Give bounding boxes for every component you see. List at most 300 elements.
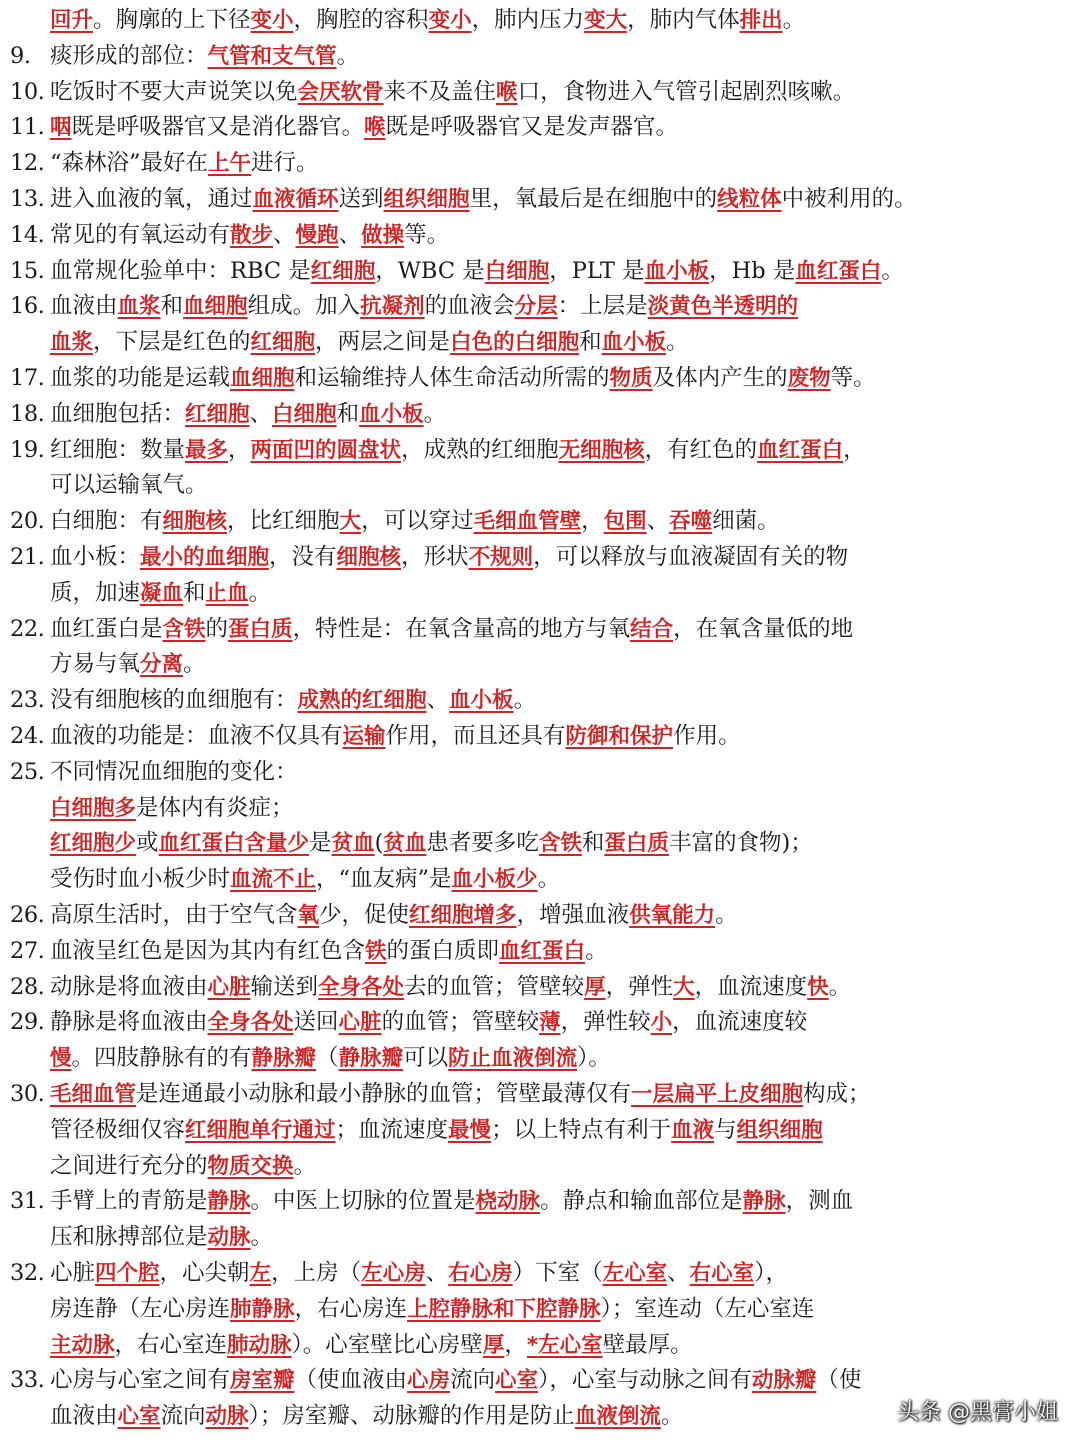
answer-blank: 吞噬 (669, 509, 713, 535)
answer-blank: 血红蛋白含量少 (158, 831, 310, 857)
item-number: 20. (10, 508, 45, 535)
item-number: 21. (10, 544, 45, 570)
question-text: 。 (336, 42, 360, 69)
question-text: ，心尖朝 (159, 1260, 250, 1286)
question-text: 。中医上切脉的位置是 (250, 1188, 476, 1215)
answer-blank: 含铁 (538, 831, 582, 857)
answer-blank: 排出 (739, 8, 783, 33)
question-text: ，肺内压力 (471, 7, 585, 33)
answer-blank: 血液倒流 (574, 1404, 661, 1430)
question-text: 作用，而且还具有 (385, 723, 566, 749)
answer-blank: 红细胞 (185, 401, 250, 427)
answer-blank: 凝血 (140, 580, 184, 606)
question-text: 、 (667, 1260, 690, 1286)
answer-blank: 快 (807, 974, 829, 1000)
answer-blank: 心室 (495, 1368, 539, 1394)
answer-blank: 线粒体 (717, 187, 782, 212)
answer-blank: 白色的白细胞 (450, 330, 580, 356)
question-text: ）；室连动（左心室连 (600, 1295, 815, 1322)
answer-blank: 运输 (342, 724, 386, 749)
answer-blank: 白细胞 (484, 258, 550, 284)
answer-blank: 止血 (205, 580, 249, 606)
text-line (0, 682, 1080, 718)
item-number: 25. (10, 758, 45, 785)
text-line (0, 718, 1080, 754)
text-line (0, 1362, 1080, 1398)
question-text: ，肺内气体 (627, 7, 740, 33)
question-text: 、 (646, 508, 670, 535)
answer-blank: 右心室 (689, 1261, 755, 1286)
question-text: 。 (423, 400, 447, 427)
answer-blank: 结合 (630, 616, 674, 642)
answer-blank: 静脉 (742, 1189, 786, 1215)
answer-blank: 血小板 (359, 401, 424, 427)
answer-blank: 细胞核 (162, 509, 228, 535)
question-text: 少，促使 (319, 902, 410, 928)
text-line (0, 288, 1080, 324)
question-text: ，弹性较 (560, 1009, 651, 1036)
question-text: 。 (183, 651, 206, 678)
item-number: 31. (10, 1188, 45, 1215)
text-line (0, 2, 1080, 38)
answer-blank: 咽 (50, 115, 72, 141)
question-text: 口，食物进入气管引起剧烈咳嗽。 (517, 78, 856, 105)
question-text: （ (316, 1045, 339, 1072)
question-text: ， (228, 436, 251, 463)
answer-blank: 物质交换 (207, 1153, 294, 1179)
item-number: 12. (10, 150, 45, 177)
question-text: 、 (273, 221, 296, 248)
question-text: ），心室与动脉之间有 (538, 1367, 752, 1394)
answer-blank: 血浆 (117, 294, 161, 320)
question-text: 流向 (450, 1367, 496, 1394)
question-text: ，“血友病”是 (316, 866, 452, 893)
question-text: ，胸腔的容积 (293, 7, 429, 33)
answer-blank: 毛细血管壁 (473, 509, 582, 535)
question-text: 。 (250, 1224, 274, 1251)
question-text: ；血流速度 (335, 1116, 449, 1143)
answer-blank: 变大 (584, 8, 628, 33)
question-text: 手臂上的青筋是 (50, 1188, 208, 1215)
text-line (0, 790, 1080, 826)
item-number: 17. (10, 365, 45, 391)
question-text: 心脏 (50, 1260, 96, 1286)
question-text: ，两层之间是 (315, 329, 451, 356)
answer-blank: 分层 (514, 294, 558, 320)
answer-blank: 厚 (482, 1332, 505, 1358)
question-text: ，在氧含量低的地 (673, 615, 854, 642)
question-text: 。 (248, 579, 272, 606)
question-text: 和 (336, 400, 360, 427)
question-text: 的血管；管壁较 (381, 1009, 540, 1036)
question-text: 没有细胞核的血细胞有： (50, 687, 298, 714)
text-line (0, 432, 1080, 468)
answer-blank: 血浆 (50, 330, 94, 356)
question-text: 血红蛋白是 (50, 615, 163, 642)
question-text: 丰富的食物)； (668, 830, 813, 857)
question-text: 、 (249, 400, 273, 427)
answer-blank: 会厌软骨 (297, 79, 384, 105)
answer-blank: 大 (339, 509, 362, 535)
answer-blank: 慢 (50, 1046, 72, 1072)
question-text: 患者要多吃 (426, 830, 539, 857)
question-text: ，没有 (269, 544, 337, 570)
text-line (0, 1040, 1080, 1076)
question-text: ，弹性 (605, 973, 674, 1000)
answer-blank: 抗凝剂 (360, 294, 425, 320)
answer-blank: 一层扁平上皮细胞 (631, 1082, 804, 1107)
question-text: 和 (581, 830, 605, 857)
question-text: ，血流速度 (694, 973, 808, 1000)
question-text: 可以 (403, 1045, 449, 1072)
item-number: 23. (10, 687, 45, 714)
answer-blank: 铁 (365, 938, 387, 964)
answer-blank: 红细胞 (310, 258, 376, 284)
answer-blank: 慢跑 (295, 222, 339, 248)
question-text: 血浆的功能是运载 (50, 365, 231, 391)
question-text: ， (504, 1331, 527, 1358)
text-line (0, 1004, 1080, 1040)
text-line (0, 1291, 1080, 1327)
question-text: ，成熟的红细胞 (401, 436, 559, 463)
question-text: ，测血 (785, 1188, 854, 1215)
answer-blank: 血液循环 (252, 187, 339, 212)
question-text: 动脉是将血液由 (50, 973, 208, 1000)
answer-blank: 全身各处 (207, 1010, 294, 1036)
answer-blank: 变小 (250, 8, 294, 33)
answer-blank: 血小板少 (451, 867, 538, 893)
question-text: 。 (828, 973, 852, 1000)
answer-blank: 血红蛋白 (757, 437, 844, 463)
answer-blank: 防御和保护 (565, 724, 674, 749)
item-number: 24. (10, 723, 45, 749)
answer-blank: 分离 (140, 652, 184, 678)
answer-blank: 红细胞单行通过 (185, 1117, 336, 1143)
answer-blank: 蛋白质 (604, 831, 669, 857)
answer-blank: 血红蛋白 (795, 258, 882, 284)
question-text: 血小板： (50, 544, 141, 570)
question-text: ，WBC 是 (375, 257, 485, 284)
item-number: 28. (10, 973, 45, 1000)
answer-blank: 蛋白质 (228, 616, 293, 642)
question-text: 。胸廓的上下径 (93, 7, 251, 33)
answer-blank: 红细胞少 (50, 831, 137, 857)
question-text: 。 (660, 1403, 684, 1430)
text-line (0, 109, 1080, 145)
question-text: 受伤时血小板少时 (50, 866, 231, 893)
question-text: 高原生活时，由于空气含 (50, 902, 298, 928)
text-line (0, 217, 1080, 253)
answer-blank: 上午 (208, 151, 252, 177)
question-text: 是体内有炎症； (136, 794, 294, 821)
answer-blank: 桡动脉 (475, 1189, 541, 1215)
text-line (0, 933, 1080, 969)
answer-blank: 血流不止 (230, 867, 317, 893)
text-line (0, 646, 1080, 682)
question-text: 血常规化验单中：RBC 是 (50, 257, 311, 284)
text-line (0, 324, 1080, 360)
question-text: 不同情况血细胞的变化： (50, 758, 298, 785)
question-text: 。 (585, 937, 608, 964)
question-text: （使血液由 (294, 1367, 408, 1394)
answer-blank: 动脉瓣 (751, 1368, 817, 1394)
answer-blank: 淡黄色半透明的 (647, 294, 799, 320)
item-number: 33. (10, 1367, 45, 1394)
question-text: 血液呈红色是因为其内有红色含 (50, 937, 366, 964)
item-number: 26. (10, 902, 45, 928)
question-text: ）， (754, 1260, 788, 1286)
question-text: 血细胞包括： (50, 400, 186, 427)
question-text: 的 (205, 615, 229, 642)
question-text: 组成。加入 (247, 293, 361, 320)
question-text: 质，加速 (50, 579, 141, 606)
text-line (0, 1148, 1080, 1184)
item-number: 32. (10, 1260, 45, 1286)
question-text: 方易与氧 (50, 651, 141, 678)
question-text: ( (374, 830, 384, 857)
watermark: 头条 @黑膏小姐 (897, 1400, 1058, 1425)
answer-blank: 血红蛋白 (499, 938, 586, 964)
item-number: 10. (10, 78, 45, 105)
question-text: 血液由 (50, 293, 118, 320)
question-text: 房连静（左心房连 (50, 1295, 231, 1322)
answer-blank: 静脉瓣 (251, 1046, 317, 1072)
answer-blank: 血细胞 (230, 366, 295, 391)
question-text: 可以运输氧气。 (50, 472, 208, 499)
answer-blank: 毛细血管 (50, 1082, 137, 1107)
answer-blank: 废物 (787, 366, 831, 391)
text-line (0, 1183, 1080, 1219)
question-text: 痰形成的部位： (50, 42, 208, 69)
answer-blank: 贫血 (383, 831, 427, 857)
answer-blank: 肺动脉 (227, 1332, 292, 1358)
text-line (0, 1112, 1080, 1148)
question-text: 与 (714, 1116, 737, 1143)
question-text: 的蛋白质即 (386, 937, 500, 964)
answer-blank: 全身各处 (318, 974, 405, 1000)
question-text: 。四肢静脉有的有 (71, 1045, 252, 1072)
question-text: 和 (579, 329, 602, 356)
text-line (0, 611, 1080, 647)
text-line (0, 1076, 1080, 1112)
answer-blank: 物质 (609, 366, 653, 391)
question-text: 既是呼吸器官又是发声器官。 (385, 114, 679, 141)
answer-blank: 心脏 (338, 1010, 382, 1036)
answer-blank: 含铁 (162, 616, 206, 642)
answer-blank: 左心室 (538, 1332, 603, 1358)
question-text: ，可以释放与血液凝固有关的物 (533, 544, 849, 570)
question-text: ，上房（ (271, 1260, 362, 1286)
answer-blank: 房室瓣 (230, 1368, 295, 1394)
text-line (0, 396, 1080, 432)
question-text: 吃饭时不要大声说笑以免 (50, 78, 298, 105)
answer-blank: 做操 (361, 222, 405, 248)
answer-blank: 两面凹的圆盘状 (250, 437, 402, 463)
answer-blank: 血液 (671, 1117, 715, 1143)
question-text: ，右心室连 (114, 1331, 228, 1358)
answer-blank: 大 (673, 974, 695, 1000)
text-line (0, 145, 1080, 181)
answer-blank: 白细胞 (272, 401, 337, 427)
answer-blank: 主动脉 (50, 1332, 115, 1358)
answer-blank: 左心房 (361, 1261, 426, 1286)
question-text: 输送到 (250, 973, 319, 1000)
question-text: （使 (816, 1367, 862, 1394)
question-text: 作用。 (673, 723, 741, 749)
question-text: 的血液会 (424, 293, 515, 320)
answer-blank: 血小板 (449, 688, 514, 714)
question-text: ，右心房连 (294, 1295, 408, 1322)
item-number: 15. (10, 257, 45, 284)
answer-blank: 血小板 (601, 330, 667, 356)
answer-blank: 红细胞 (250, 330, 316, 356)
question-text: 、 (426, 687, 450, 714)
question-text: 流向 (160, 1403, 206, 1430)
question-text: ，PLT 是 (549, 257, 645, 284)
question-text: 。静点和输血部位是 (540, 1188, 743, 1215)
item-number: 16. (10, 293, 45, 320)
item-number: 19. (10, 436, 45, 463)
answer-blank: 左 (249, 1261, 272, 1286)
question-text: 等。 (404, 221, 450, 248)
text-line (0, 467, 1080, 503)
answer-blank: * (526, 1332, 539, 1358)
question-text: ）。心室壁比心房壁 (291, 1331, 483, 1358)
question-text: 是连通最小动脉和最小静脉的血管；管壁最薄仅有 (136, 1081, 632, 1107)
answer-blank: 供氧能力 (629, 903, 716, 928)
text-line (0, 861, 1080, 897)
question-text: ，形状 (401, 544, 469, 570)
answer-blank: 心脏 (207, 974, 251, 1000)
item-number: 22. (10, 615, 45, 642)
answer-blank: 组织细胞 (736, 1117, 823, 1143)
answer-blank: 最慢 (448, 1117, 492, 1143)
text-line (0, 897, 1080, 933)
answer-blank: 变小 (428, 8, 472, 33)
answer-blank: 不规则 (468, 545, 534, 570)
question-text: 送回 (293, 1009, 339, 1036)
question-text: 和 (183, 579, 206, 606)
question-text: 。 (537, 866, 561, 893)
question-text: ，增强血液 (516, 902, 630, 928)
item-number: 18. (10, 400, 45, 427)
text-line (0, 969, 1080, 1005)
answer-blank: 贫血 (331, 831, 375, 857)
question-text: 血液的功能是：血液不仅具有 (50, 723, 343, 749)
text-line (0, 1219, 1080, 1255)
question-text: 进行。 (251, 150, 319, 177)
question-text: 。 (293, 1152, 317, 1179)
answer-blank: 血小板 (644, 258, 710, 284)
question-text: 及体内产生的 (652, 365, 788, 391)
answer-blank: 心房 (407, 1368, 451, 1394)
text-line (0, 503, 1080, 539)
item-number: 29. (10, 1009, 45, 1036)
question-text: 白细胞：有 (50, 508, 163, 535)
question-text: 静脉是将血液由 (50, 1009, 208, 1036)
answer-blank: 白细胞多 (50, 795, 137, 821)
question-text: 进入血液的氧，通过 (50, 186, 253, 212)
answer-blank: 喉 (364, 115, 386, 141)
question-text: 。 (782, 7, 806, 33)
question-text: 压和脉搏部位是 (50, 1224, 208, 1251)
text-line (0, 38, 1080, 74)
answer-blank: 最小的血细胞 (140, 545, 270, 570)
question-text: ， (581, 508, 604, 535)
question-text: 构成； (803, 1081, 871, 1107)
item-number: 11. (10, 114, 45, 141)
question-text: 等。 (830, 365, 876, 391)
question-text: 壁最厚。 (602, 1331, 693, 1358)
question-text: ；以上特点有利于 (491, 1116, 672, 1143)
question-text: 或 (136, 830, 159, 857)
answer-blank: 小 (650, 1010, 673, 1036)
answer-blank: 组织细胞 (383, 187, 470, 212)
answer-blank: 散步 (230, 222, 274, 248)
question-text: 、 (425, 1260, 449, 1286)
item-number: 14. (10, 221, 45, 248)
question-text: 。 (666, 329, 689, 356)
question-text: ：上层是 (557, 293, 648, 320)
answer-blank: 薄 (539, 1010, 561, 1036)
question-text: ，血流速度较 (672, 1009, 808, 1036)
answer-blank: 氧 (297, 903, 320, 928)
question-text: 管径极细仅容 (50, 1116, 186, 1143)
text-line (0, 825, 1080, 861)
question-text: 里，氧最后是在细胞中的 (469, 186, 718, 212)
answer-blank: 肺静脉 (230, 1296, 295, 1322)
question-text: ）；房室瓣、动脉瓣的作用是防止 (248, 1403, 575, 1430)
question-text: ）。 (577, 1045, 611, 1072)
item-number: 9. (10, 42, 31, 69)
question-text: 来不及盖住 (383, 78, 497, 105)
question-text: 去的血管；管壁较 (404, 973, 585, 1000)
question-text: 。 (881, 257, 904, 284)
question-text: 红细胞：数量 (50, 436, 186, 463)
item-number: 13. (10, 186, 45, 212)
question-text: 既是呼吸器官又是消化器官。 (71, 114, 365, 141)
text-line (0, 575, 1080, 611)
text-line (0, 181, 1080, 217)
answer-blank: 动脉 (207, 1225, 251, 1251)
question-text: 是 (309, 830, 332, 857)
answer-blank: 厚 (584, 974, 606, 1000)
question-text: ，有红色的 (644, 436, 758, 463)
item-number: 30. (10, 1081, 45, 1107)
question-text: ）下室（ (512, 1260, 603, 1286)
question-text: ， (843, 436, 866, 463)
question-text: 之间进行充分的 (50, 1152, 208, 1179)
answer-blank: 血细胞 (183, 294, 248, 320)
answer-blank: 心室 (117, 1404, 161, 1430)
answer-blank: 最多 (185, 437, 229, 463)
answer-blank: 防止血液倒流 (448, 1046, 578, 1072)
question-text: ，Hb 是 (709, 257, 796, 284)
answer-blank: 包围 (603, 509, 647, 535)
text-line (0, 1255, 1080, 1291)
question-text: 。 (715, 902, 738, 928)
question-text: ，比红细胞 (227, 508, 340, 535)
answer-blank: 四个腔 (95, 1261, 160, 1286)
answer-blank: 气管和支气管 (207, 43, 337, 69)
question-text: 细菌。 (712, 508, 780, 535)
answer-blank: 喉 (496, 79, 518, 105)
text-line (0, 539, 1080, 575)
answer-blank: 动脉 (205, 1404, 249, 1430)
answer-blank: 左心室 (602, 1261, 668, 1286)
text-line (0, 253, 1080, 289)
answer-blank: 细胞核 (336, 545, 402, 570)
